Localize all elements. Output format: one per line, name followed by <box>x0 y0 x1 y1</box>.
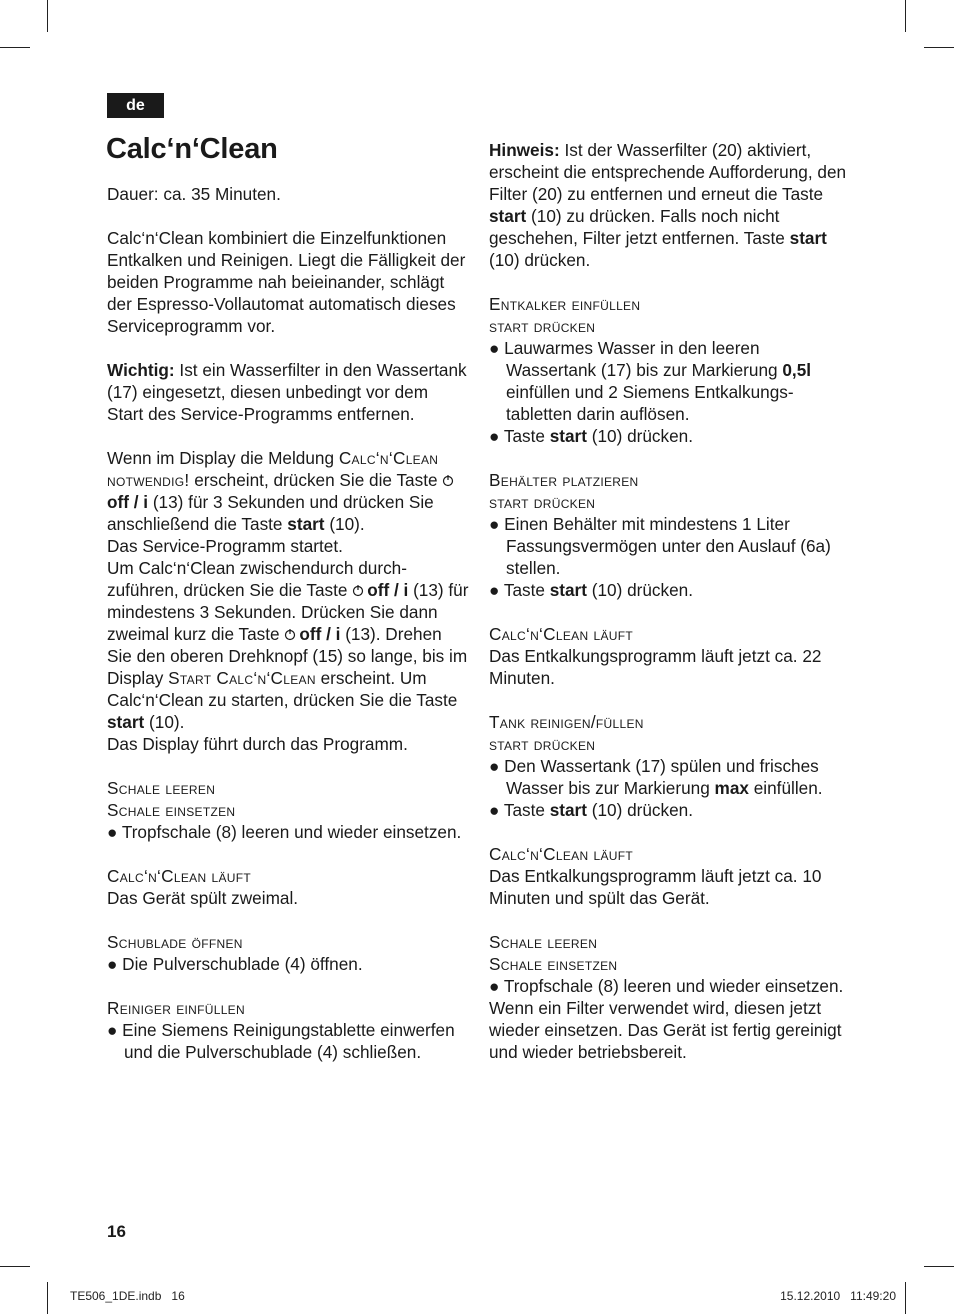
step-heading: Schale leeren <box>107 778 216 798</box>
list-item <box>489 425 851 447</box>
text-span: (10) drücken. <box>489 250 591 270</box>
off-key-label: off / i <box>107 492 149 512</box>
text-span: erscheint, drücken Sie die Taste <box>189 470 443 490</box>
manual-start-paragraph <box>107 557 469 733</box>
display-message-paragraph <box>107 447 469 535</box>
start-key-label: start <box>489 206 527 226</box>
guide-text: Das Display führt durch das Programm. <box>107 734 408 754</box>
text-span: ● Den Wassertank (17) spülen und frisches Wasser bis zur Markierung <box>489 756 819 798</box>
fill-mark: 0,5l <box>782 360 812 380</box>
crop-mark <box>0 47 30 48</box>
text-span: (13) für 3 Sekunden und drücken Sie anschließend die Taste <box>107 492 434 534</box>
list-item: ● Eine Siemens Reinigungstablette einwerfen und die Pulverschublade (4) schließen. <box>107 1020 455 1062</box>
text-span: einfüllen und 2 Siemens Entkalkungstabletten darin auflösen. <box>506 382 794 424</box>
important-label: Wichtig: <box>107 360 175 380</box>
list-item <box>489 799 851 821</box>
duration-text: Dauer: ca. 35 Minuten. <box>107 184 281 204</box>
crop-mark <box>924 47 954 48</box>
start-key-label: start <box>287 514 325 534</box>
off-key-label: off / i <box>367 580 409 600</box>
list-item: ● Einen Behälter mit mindestens 1 Liter Fassungsvermögen unter den Auslauf (6a) stellen. <box>489 514 831 578</box>
crop-mark <box>47 0 48 32</box>
page-title: Calc‘n‘Clean <box>106 133 278 165</box>
text-span: erscheint. Um Calc‘n‘Clean zu starten, drücken Sie die Taste <box>107 668 458 710</box>
start-key-label: start <box>789 228 827 248</box>
text-span: ● Taste <box>489 580 550 600</box>
step-text: Das Gerät spült zweimal. <box>107 888 299 908</box>
text-span: (10) drücken. <box>586 800 694 820</box>
step-heading: Schale einsetzen <box>107 800 236 820</box>
text-span: Um Calc‘n‘Clean zwischendurch durchzuführen, drücken Sie die Taste <box>107 558 407 600</box>
step-heading: start drücken <box>489 316 596 336</box>
intro-text: Calc‘n‘Clean kombiniert die Einzelfunktionen Entkalken und Reinigen. Liegt die Fälligkeit der beiden Programme nah beieinander, schlägt der Espresso-Vollautomat automatisch dieses Serviceprogramm vor. <box>107 228 466 336</box>
list-item <box>489 337 851 425</box>
footer-timestamp: 15.12.2010 11:49:20 <box>780 1289 896 1303</box>
crop-mark <box>924 1266 954 1267</box>
text-span: (10). <box>324 514 365 534</box>
text-span: (13). Drehen Sie den oberen Drehknopf (15) so lange, bis im Display <box>107 624 468 688</box>
text-span: (13) für mindestens 3 Sekunden. Drücken Sie dann zweimal kurz die Taste <box>107 580 469 644</box>
text-span: (10) zu drücken. Falls noch nicht geschehen, Filter jetzt entfernen. Taste <box>489 206 790 248</box>
fill-mark: max <box>714 778 749 798</box>
list-item <box>489 579 851 601</box>
list-item: ● Tropfschale (8) leeren und wieder einsetzen. <box>107 822 462 842</box>
step-heading: Tank reinigen/füllen <box>489 712 644 732</box>
language-badge: de <box>107 93 164 118</box>
power-dial-icon <box>442 474 454 487</box>
list-item <box>489 755 851 799</box>
crop-mark <box>905 1282 906 1314</box>
important-note <box>107 359 469 425</box>
left-column <box>107 183 469 1063</box>
crop-mark <box>0 1266 30 1267</box>
step-heading: Entkalker einfüllen <box>489 294 641 314</box>
crop-mark <box>905 0 906 32</box>
step-heading: Reiniger einfüllen <box>107 998 245 1018</box>
right-column <box>489 139 851 1063</box>
text-span: ● Taste <box>489 800 550 820</box>
off-key-label: off / i <box>299 624 341 644</box>
step-text: Wenn ein Filter verwendet wird, diesen jetzt wieder einsetzen. Das Gerät ist fertig gereinigt und wieder betriebsbereit. <box>489 998 842 1062</box>
text-span: Ist der Wasserfilter (20) aktiviert, erscheint die entsprechende Aufforderung, den Filter (20) zu entfernen und erneut die Taste <box>489 140 847 204</box>
display-message: Start Calc‘n‘Clean <box>168 668 316 688</box>
step-heading: start drücken <box>489 734 596 754</box>
important-text: Ist ein Wasserfilter in den Wassertank (17) eingesetzt, diesen unbedingt vor dem Start des Service-Programms entfernen. <box>107 360 467 424</box>
footer-file: TE506_1DE.indb 16 <box>70 1289 185 1303</box>
display-message: Calc‘n‘Clean notwendig! <box>107 448 439 490</box>
crop-mark <box>47 1282 48 1314</box>
text-span: (10) drücken. <box>586 426 694 446</box>
list-item: ● Die Pulverschublade (4) öffnen. <box>107 954 363 974</box>
start-key-label: start <box>107 712 145 732</box>
text-span: einfüllen. <box>748 778 823 798</box>
text-span: (10). <box>144 712 185 732</box>
start-key-label: start <box>549 426 587 446</box>
start-key-label: start <box>549 580 587 600</box>
text-span: ● Lauwarmes Wasser in den leeren Wassertank (17) bis zur Markierung <box>489 338 783 380</box>
step-heading: Calc‘n‘Clean läuft <box>489 844 633 864</box>
step-heading: Calc‘n‘Clean läuft <box>489 624 633 644</box>
step-text: Das Entkalkungsprogramm läuft jetzt ca. 22 Minuten. <box>489 646 822 688</box>
started-text: Das Service-Programm startet. <box>107 536 343 556</box>
step-heading: Schublade öffnen <box>107 932 243 952</box>
step-heading: Schale einsetzen <box>489 954 618 974</box>
start-key-label: start <box>549 800 587 820</box>
page-number: 16 <box>107 1222 126 1241</box>
power-dial-icon <box>352 584 364 597</box>
text-span: (10) drücken. <box>586 580 694 600</box>
step-heading: Calc‘n‘Clean läuft <box>107 866 251 886</box>
list-item: ● Tropfschale (8) leeren und wieder einsetzen. <box>489 976 844 996</box>
note-label: Hinweis: <box>489 140 560 160</box>
filter-note <box>489 139 851 271</box>
step-heading: Behälter platzieren <box>489 470 639 490</box>
text-span: ● Taste <box>489 426 550 446</box>
power-dial-icon <box>284 628 296 641</box>
step-text: Das Entkalkungsprogramm läuft jetzt ca. 10 Minuten und spült das Gerät. <box>489 866 822 908</box>
step-heading: Schale leeren <box>489 932 598 952</box>
step-heading: start drücken <box>489 492 596 512</box>
text-span: Wenn im Display die Meldung <box>107 448 339 468</box>
